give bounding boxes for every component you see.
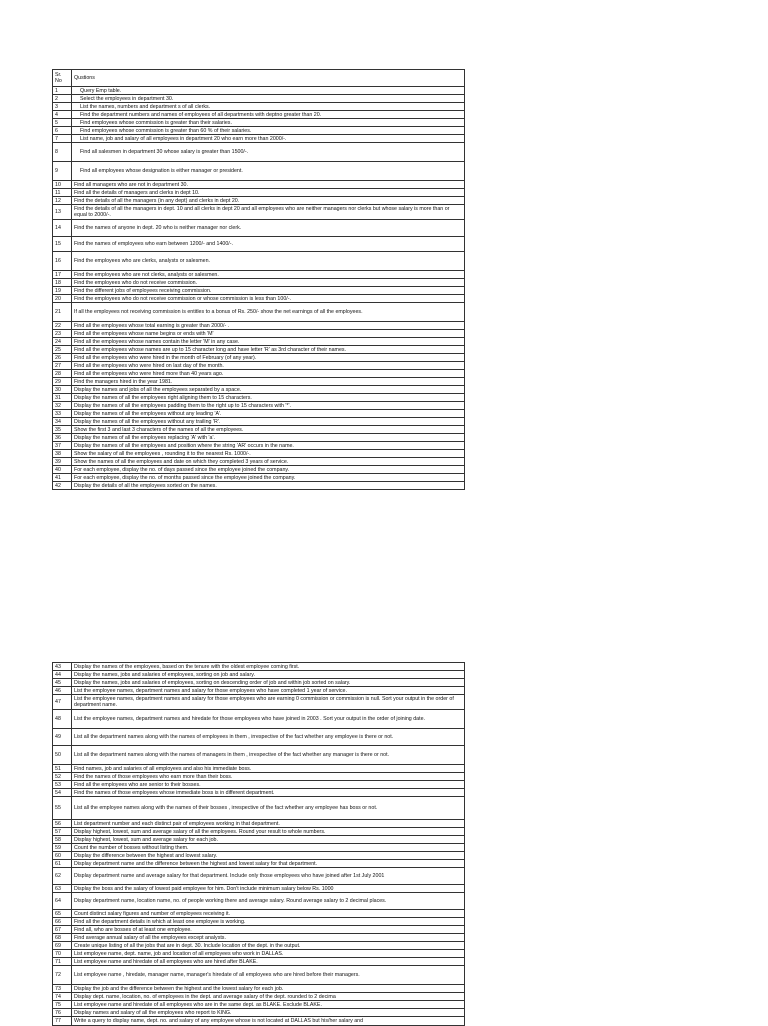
question-text: Create unique listing of all the jobs that are in dept. 30. Include location of the dept. in the output. [72, 942, 465, 950]
table-row [53, 993, 465, 1001]
question-text: List name, job and salary of all employees in department 20 who earn more than 2000/-. [72, 135, 465, 143]
row-number: 53 [53, 781, 72, 789]
table-row [53, 402, 465, 410]
table-row [53, 127, 465, 135]
row-number: 11 [53, 189, 72, 197]
row-number: 47 [53, 695, 72, 710]
table-row [53, 820, 465, 828]
table-row [53, 466, 465, 474]
row-number: 62 [53, 868, 72, 885]
table-row [53, 370, 465, 378]
table-row [53, 966, 465, 985]
question-text: Find the details of all the managers in dept. 10 and all clerks in dept 20 and all employees who are neither managers nor clerks but whose salary is more than or equal to 2000/-. [72, 205, 465, 220]
table-row [53, 135, 465, 143]
question-text: Display the names of all the employees without any leading 'A'. [72, 410, 465, 418]
row-number: 51 [53, 765, 72, 773]
question-text: List the employee names, department names and hiredate for those employees who have joined in 2003 . Sort your output in the order of joining date. [72, 710, 465, 729]
table-row [53, 205, 465, 220]
row-number: 77 [53, 1017, 72, 1026]
questions-table-2 [52, 662, 465, 1026]
row-number: 49 [53, 729, 72, 746]
row-number: 38 [53, 450, 72, 458]
row-number: 14 [53, 220, 72, 237]
row-number: 27 [53, 362, 72, 370]
row-number: 7 [53, 135, 72, 143]
table-row [53, 1017, 465, 1026]
table-header-row [53, 70, 465, 87]
question-text: Show the names of all the employees and date on which they completed 3 years of service. [72, 458, 465, 466]
question-text: Display the names of all the employees without any trailing 'R'. [72, 418, 465, 426]
table-row [53, 687, 465, 695]
question-text: Find all, who are bosses of at least one employee. [72, 926, 465, 934]
row-number: 18 [53, 279, 72, 287]
table-row [53, 189, 465, 197]
table-row [53, 942, 465, 950]
question-text: Find the employees who do not receive commission or whose commission is less than 100/-. [72, 295, 465, 303]
row-number: 56 [53, 820, 72, 828]
row-number: 9 [53, 162, 72, 181]
question-text: List all the department names along with the names of employees in them , irrespective of the fact whether any employee is there or not. [72, 729, 465, 746]
question-text: Display the names, jobs and salaries of employees, sorting on descending order of job and within job sorted on salary. [72, 679, 465, 687]
question-text: Count distinct salary figures and number of employees receiving it. [72, 910, 465, 918]
table-row [53, 426, 465, 434]
question-text: Find employees whose commission is greater than 60 % of their salaries. [72, 127, 465, 135]
row-number: 13 [53, 205, 72, 220]
row-number: 15 [53, 237, 72, 252]
table-row [53, 95, 465, 103]
table-row [53, 844, 465, 852]
question-text: Find the names of those employees who earn more than their boss. [72, 773, 465, 781]
table-row [53, 143, 465, 162]
question-text: Display the boss and the salary of lowest paid employee for him. Don't include minimum salary below Rs. 1000 [72, 885, 465, 893]
table-row [53, 394, 465, 402]
table-row [53, 671, 465, 679]
table-row [53, 482, 465, 490]
table-row [53, 181, 465, 189]
question-text: Find all employees whose designation is either manager or president. [72, 162, 465, 181]
table-row [53, 295, 465, 303]
question-text: Find all the employees whose names are up to 15 character long and have letter 'R' as 3rd character of their names. [72, 346, 465, 354]
row-number: 59 [53, 844, 72, 852]
question-text: Display highest, lowest, sum and average salary for each job. [72, 836, 465, 844]
table-row [53, 303, 465, 322]
sno-header: Sr. No [53, 70, 72, 87]
question-text: Display highest, lowest, sum and average salary of all the employees. Round your result to whole numbers. [72, 828, 465, 836]
row-number: 19 [53, 287, 72, 295]
question-text: Find the names of employees who earn between 1200/- and 1400/-. [72, 237, 465, 252]
table-row [53, 789, 465, 797]
row-number: 70 [53, 950, 72, 958]
table-row [53, 362, 465, 370]
table-row [53, 162, 465, 181]
question-text: List employee name and hiredate of all employees who are hired after BLAKE. [72, 958, 465, 966]
table-row [53, 410, 465, 418]
row-number: 29 [53, 378, 72, 386]
question-text: Write a query to display name, dept. no. and salary of any employee whose is not located at DALLAS but his/her salary and [72, 1017, 465, 1026]
question-text: List the employee names, department names and salary for those employees who have completed 1 year of service. [72, 687, 465, 695]
table-row [53, 103, 465, 111]
question-text: Find all the employees who are senior to their bosses. [72, 781, 465, 789]
table-row [53, 918, 465, 926]
table-row [53, 828, 465, 836]
table-row [53, 434, 465, 442]
row-number: 61 [53, 860, 72, 868]
table-row [53, 985, 465, 993]
table-row [53, 710, 465, 729]
table-row [53, 695, 465, 710]
question-text: Find all the employees who were hired more than 40 years ago. [72, 370, 465, 378]
row-number: 71 [53, 958, 72, 966]
table-row [53, 378, 465, 386]
question-text: Find the details of all the managers (in any dept) and clerks in dept 20. [72, 197, 465, 205]
row-number: 60 [53, 852, 72, 860]
row-number: 42 [53, 482, 72, 490]
row-number: 24 [53, 338, 72, 346]
question-text: Find the different jobs of employees receiving commission. [72, 287, 465, 295]
table-row [53, 797, 465, 820]
row-number: 55 [53, 797, 72, 820]
row-number: 39 [53, 458, 72, 466]
row-number: 40 [53, 466, 72, 474]
table-row [53, 474, 465, 482]
question-text: Find all the employees whose total earning is greater than 2000/- . [72, 322, 465, 330]
question-text: Show the salary of all the employees , rounding it to the nearest Rs. 1000/-. [72, 450, 465, 458]
question-text: List department number and each distinct pair of employees working in that department. [72, 820, 465, 828]
row-number: 10 [53, 181, 72, 189]
row-number: 1 [53, 87, 72, 95]
row-number: 76 [53, 1009, 72, 1017]
row-number: 25 [53, 346, 72, 354]
table-row [53, 679, 465, 687]
question-header: Qustions [72, 70, 465, 87]
question-text: Display the job and the difference between the highest and the lowest salary for each job. [72, 985, 465, 993]
row-number: 3 [53, 103, 72, 111]
row-number: 50 [53, 746, 72, 765]
question-text: Display the names of all the employees padding them to the right up to 15 characters with '*'. [72, 402, 465, 410]
row-number: 73 [53, 985, 72, 993]
table-row [53, 765, 465, 773]
table-row [53, 926, 465, 934]
row-number: 31 [53, 394, 72, 402]
row-number: 21 [53, 303, 72, 322]
question-text: Find names, job and salaries of all employees and also his immediate boss. [72, 765, 465, 773]
row-number: 22 [53, 322, 72, 330]
question-text: List all the department names along with the names of managers in them , irrespective of the fact whether any manager is there or not. [72, 746, 465, 765]
table-row [53, 252, 465, 271]
question-text: Display the names of all the employees right aligning them to 15 characters. [72, 394, 465, 402]
question-text: Find the employees who are clerks, analysts or salesmen. [72, 252, 465, 271]
question-text: List employee name , hiredate, manager name, manager's hiredate of all employees who are hired before their managers. [72, 966, 465, 985]
row-number: 57 [53, 828, 72, 836]
question-text: Find all the employees who were hired in the month of February (of any year). [72, 354, 465, 362]
row-number: 44 [53, 671, 72, 679]
row-number: 35 [53, 426, 72, 434]
table-row [53, 950, 465, 958]
row-number: 28 [53, 370, 72, 378]
table-row [53, 958, 465, 966]
table-row [53, 746, 465, 765]
question-text: Find all the details of managers and clerks in dept 10. [72, 189, 465, 197]
row-number: 75 [53, 1001, 72, 1009]
question-text: Show the first 3 and last 3 characters of the names of all the employees. [72, 426, 465, 434]
table-row [53, 346, 465, 354]
question-text: Display the names of all the employees replacing 'A' with 'a'. [72, 434, 465, 442]
row-number: 34 [53, 418, 72, 426]
table-row [53, 729, 465, 746]
table-row [53, 836, 465, 844]
row-number: 46 [53, 687, 72, 695]
row-number: 43 [53, 663, 72, 671]
row-number: 6 [53, 127, 72, 135]
table-row [53, 450, 465, 458]
row-number: 16 [53, 252, 72, 271]
row-number: 12 [53, 197, 72, 205]
question-text: Find the department numbers and names of employees of all departments with deptno greater than 20. [72, 111, 465, 119]
row-number: 8 [53, 143, 72, 162]
question-text: Display department name and the difference between the highest and lowest salary for that department. [72, 860, 465, 868]
table-row [53, 1009, 465, 1017]
table-row [53, 322, 465, 330]
question-text: Find all the department details in which at least one employee is working. [72, 918, 465, 926]
question-text: List employee name and hiredate of all employees who are in the same dept. as BLAKE. Exclude BLAKE. [72, 1001, 465, 1009]
table-row [53, 893, 465, 910]
question-text: List employee name, dept. name, job and location of all employees who work in DALLAS. [72, 950, 465, 958]
table-row [53, 868, 465, 885]
row-number: 45 [53, 679, 72, 687]
table-row [53, 781, 465, 789]
table-row [53, 852, 465, 860]
row-number: 20 [53, 295, 72, 303]
table-row [53, 354, 465, 362]
question-text: Find the names of anyone in dept. 20 who is neither manager nor clerk. [72, 220, 465, 237]
row-number: 2 [53, 95, 72, 103]
row-number: 54 [53, 789, 72, 797]
table-row [53, 418, 465, 426]
table-row [53, 934, 465, 942]
question-text: List the names, numbers and department s of all clerks. [72, 103, 465, 111]
row-number: 30 [53, 386, 72, 394]
row-number: 69 [53, 942, 72, 950]
table-row [53, 338, 465, 346]
question-text: Find the managers hired in the year 1981. [72, 378, 465, 386]
row-number: 72 [53, 966, 72, 985]
question-text: For each employee, display the no. of days passed since the employee joined the company. [72, 466, 465, 474]
table-row [53, 119, 465, 127]
table-row [53, 87, 465, 95]
row-number: 23 [53, 330, 72, 338]
question-text: Display department name, location name, no. of people working there and average salary. Round average salary to 2 decimal places. [72, 893, 465, 910]
row-number: 67 [53, 926, 72, 934]
row-number: 4 [53, 111, 72, 119]
table-row [53, 237, 465, 252]
row-number: 66 [53, 918, 72, 926]
question-text: Display the names of the employees, based on the tenure with the oldest employee coming first. [72, 663, 465, 671]
question-text: List the employee names, department names and salary for those employees who are earning 0 commission or commission is null. Sort your output in the order of department name. [72, 695, 465, 710]
table-row [53, 279, 465, 287]
question-text: Find employees whose commission is greater than their salaries. [72, 119, 465, 127]
table-row [53, 271, 465, 279]
question-text: Display the names of all the employees and position where the string 'AR' occurs in the name. [72, 442, 465, 450]
row-number: 48 [53, 710, 72, 729]
question-text: Find average annual salary of all the employees except analysts. [72, 934, 465, 942]
row-number: 36 [53, 434, 72, 442]
question-text: Count the number of bosses without listing them. [72, 844, 465, 852]
table-row [53, 220, 465, 237]
question-text: Find all salesmen in department 30 whose salary is greater than 1500/-. [72, 143, 465, 162]
question-text: Display the names, jobs and salaries of employees, sorting on job and salary. [72, 671, 465, 679]
question-text: Query Emp table. [72, 87, 465, 95]
row-number: 64 [53, 893, 72, 910]
row-number: 58 [53, 836, 72, 844]
row-number: 68 [53, 934, 72, 942]
question-text: Find the employees who are not clerks, analysts or salesmen. [72, 271, 465, 279]
table-row [53, 860, 465, 868]
question-text: List all the employee names along with the names of their bosses , irrespective of the fact whether any employee has boss or not. [72, 797, 465, 820]
table-row [53, 458, 465, 466]
table-row [53, 663, 465, 671]
table-row [53, 330, 465, 338]
question-text: Display dept. name, location, no. of employees in the dept. and average salary of the dept. rounded to 2 decima [72, 993, 465, 1001]
question-text: Display the difference between the highest and lowest salary. [72, 852, 465, 860]
row-number: 26 [53, 354, 72, 362]
row-number: 41 [53, 474, 72, 482]
row-number: 5 [53, 119, 72, 127]
question-text: Find all managers who are not in department 30. [72, 181, 465, 189]
table-row [53, 287, 465, 295]
row-number: 17 [53, 271, 72, 279]
table-row [53, 1001, 465, 1009]
question-text: Find the employees who do not receive commission. [72, 279, 465, 287]
row-number: 63 [53, 885, 72, 893]
table-row [53, 197, 465, 205]
question-text: Select the employees in department 30. [72, 95, 465, 103]
table-row [53, 885, 465, 893]
row-number: 52 [53, 773, 72, 781]
question-text: If all the employees not receiving commission is entitles to a bonus of Rs. 250/- show the net earnings of all the employees. [72, 303, 465, 322]
question-text: Find the names of those employees whose immediate boss is in different department. [72, 789, 465, 797]
row-number: 33 [53, 410, 72, 418]
question-text: For each employee, display the no. of months passed since the employee joined the company. [72, 474, 465, 482]
table-row [53, 773, 465, 781]
question-text: Find all the employees whose names contain the letter 'M' in any case. [72, 338, 465, 346]
table-row [53, 386, 465, 394]
question-text: Find all the employees who were hired on last day of the month. [72, 362, 465, 370]
question-text: Display the details of all the employees sorted on the names. [72, 482, 465, 490]
table-row [53, 910, 465, 918]
row-number: 37 [53, 442, 72, 450]
row-number: 32 [53, 402, 72, 410]
table-row [53, 442, 465, 450]
question-text: Find all the employees whose name begins or ends with 'M' [72, 330, 465, 338]
row-number: 65 [53, 910, 72, 918]
question-text: Display the names and jobs of all the employees separated by a space. [72, 386, 465, 394]
table-row [53, 111, 465, 119]
question-text: Display names and salary of all the employees who report to KING. [72, 1009, 465, 1017]
questions-table-1 [52, 69, 465, 490]
question-text: Display department name and average salary for that department. Include only those employees who have joined after 1st July 2001 [72, 868, 465, 885]
row-number: 74 [53, 993, 72, 1001]
